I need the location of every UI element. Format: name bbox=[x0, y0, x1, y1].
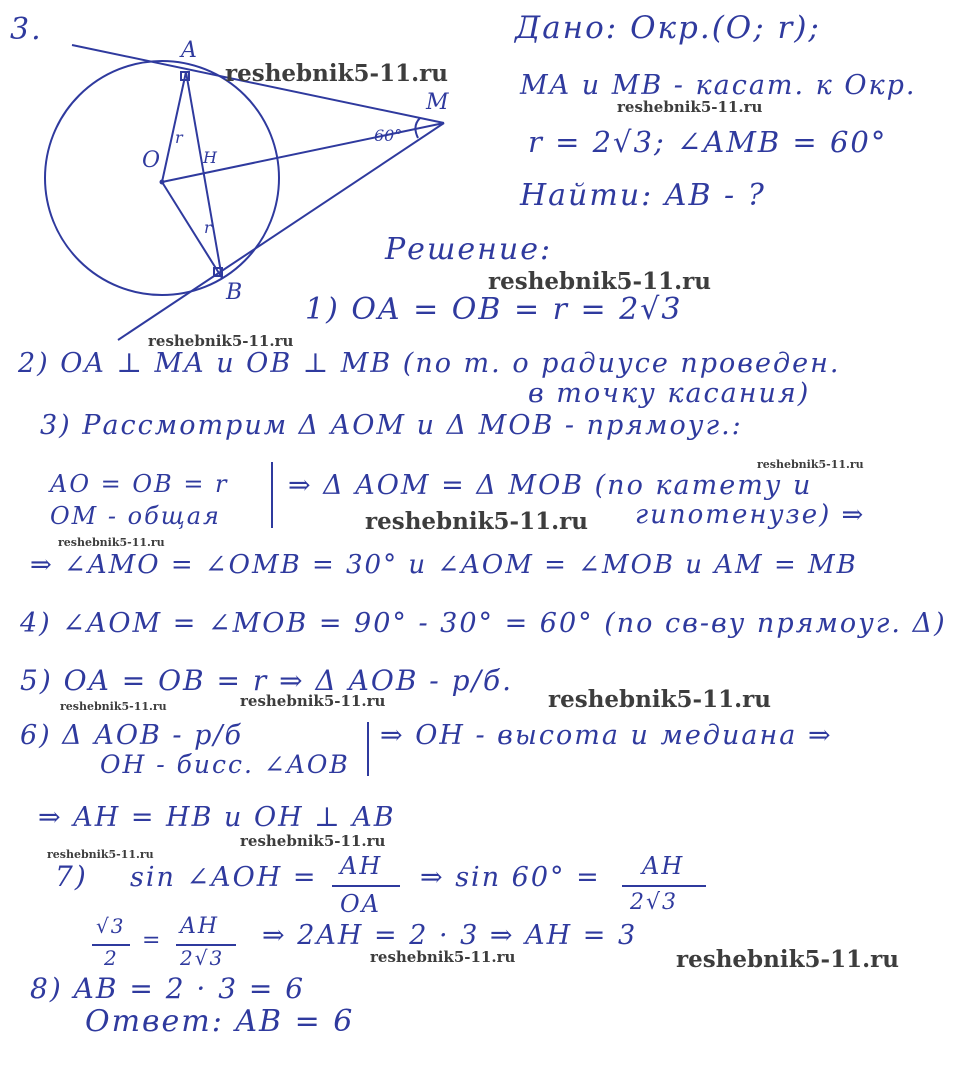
watermark: reshebnik5-11.ru bbox=[617, 98, 763, 116]
step-6-result: ⇒ OH - высота и медиана ⇒ bbox=[380, 720, 833, 751]
step-7-frac1-num: AH bbox=[340, 852, 383, 880]
step-7-frac2-num: AH bbox=[642, 852, 685, 880]
label-m: M bbox=[426, 90, 449, 115]
watermark: reshebnik5-11.ru bbox=[60, 700, 167, 713]
watermark: reshebnik5-11.ru bbox=[225, 60, 448, 87]
step-3-line-1: 3) Рассмотрим Δ AOM и Δ MOB - прямоуг.: bbox=[40, 410, 743, 441]
label-b: B bbox=[226, 280, 243, 305]
step-5: 5) OA = OB = r ⇒ Δ AOB - р/б. bbox=[20, 664, 513, 697]
step-3-conclusion: ⇒ ∠AMO = ∠OMB = 30° и ∠AOM = ∠MOB и AM = MB bbox=[30, 550, 858, 580]
label-r-oa: r bbox=[175, 128, 183, 147]
step-3-result-2: гипотенузе) ⇒ bbox=[635, 500, 866, 530]
step-3-result-1: ⇒ Δ AOM = Δ MOB (по катету и bbox=[288, 470, 813, 501]
step-7-result: ⇒ 2AH = 2 · 3 ⇒ AH = 3 bbox=[262, 920, 638, 951]
step-2-line-1: 2) OA ⊥ MA и OB ⊥ MB (по т. о радиусе проведен. bbox=[18, 348, 841, 379]
watermark: reshebnik5-11.ru bbox=[548, 686, 771, 713]
watermark: reshebnik5-11.ru bbox=[757, 458, 864, 471]
label-h: H bbox=[203, 148, 217, 167]
given-line-2: MA и MB - касат. к Окр. bbox=[520, 70, 917, 101]
answer: Ответ: AB = 6 bbox=[85, 1004, 355, 1039]
watermark: reshebnik5-11.ru bbox=[240, 692, 386, 710]
step-7-frac1-den: OA bbox=[340, 890, 382, 918]
step-7-frac4-den: 2√3 bbox=[180, 946, 225, 970]
step-2-line-2: в точку касания) bbox=[528, 378, 811, 409]
step-7-frac3-num: √3 bbox=[96, 914, 126, 938]
step-7-number: 7) bbox=[55, 860, 88, 893]
label-o: O bbox=[142, 148, 161, 173]
label-angle-m: 60° bbox=[374, 126, 403, 145]
step-7-equals: = bbox=[142, 928, 163, 953]
step-3-given-1: AO = OB = r bbox=[50, 470, 229, 498]
step-6-line-1: 6) Δ AOB - р/б bbox=[20, 720, 243, 751]
step-7-frac3-den: 2 bbox=[104, 946, 119, 970]
watermark: reshebnik5-11.ru bbox=[58, 536, 165, 549]
watermark: reshebnik5-11.ru bbox=[365, 508, 588, 535]
step-6-line-2: OH - бисс. ∠AOB bbox=[100, 750, 350, 779]
step-6-conclusion: ⇒ AH = HB и OH ⊥ AB bbox=[38, 802, 396, 833]
solution-heading: Решение: bbox=[385, 232, 553, 267]
watermark: reshebnik5-11.ru bbox=[676, 946, 899, 973]
watermark: reshebnik5-11.ru bbox=[370, 948, 516, 966]
given-line-4: Найти: AB - ? bbox=[520, 178, 766, 213]
step-7-sin-60: ⇒ sin 60° = bbox=[420, 862, 601, 893]
watermark: reshebnik5-11.ru bbox=[488, 268, 711, 295]
step-7-frac2-den: 2√3 bbox=[630, 890, 679, 915]
watermark: reshebnik5-11.ru bbox=[47, 848, 154, 861]
label-a: A bbox=[181, 38, 197, 63]
step-7-frac4-num: AH bbox=[180, 914, 220, 939]
given-line-3: r = 2√3; ∠AMB = 60° bbox=[528, 125, 888, 159]
step-7-sin-aoh: sin ∠AOH = bbox=[130, 862, 318, 893]
watermark: reshebnik5-11.ru bbox=[240, 832, 386, 850]
step-3-given-2: OM - общая bbox=[50, 502, 221, 530]
given-line-1: Дано: Окр.(O; r); bbox=[515, 10, 821, 46]
step-4: 4) ∠AOM = ∠MOB = 90° - 30° = 60° (по св-ву прямоуг. Δ) bbox=[20, 608, 947, 639]
step-1: 1) OA = OB = r = 2√3 bbox=[305, 292, 683, 327]
watermark: reshebnik5-11.ru bbox=[148, 332, 294, 350]
problem-number: 3. bbox=[10, 12, 43, 47]
step-8: 8) AB = 2 · 3 = 6 bbox=[30, 972, 306, 1005]
label-r-ob: r bbox=[204, 218, 212, 237]
